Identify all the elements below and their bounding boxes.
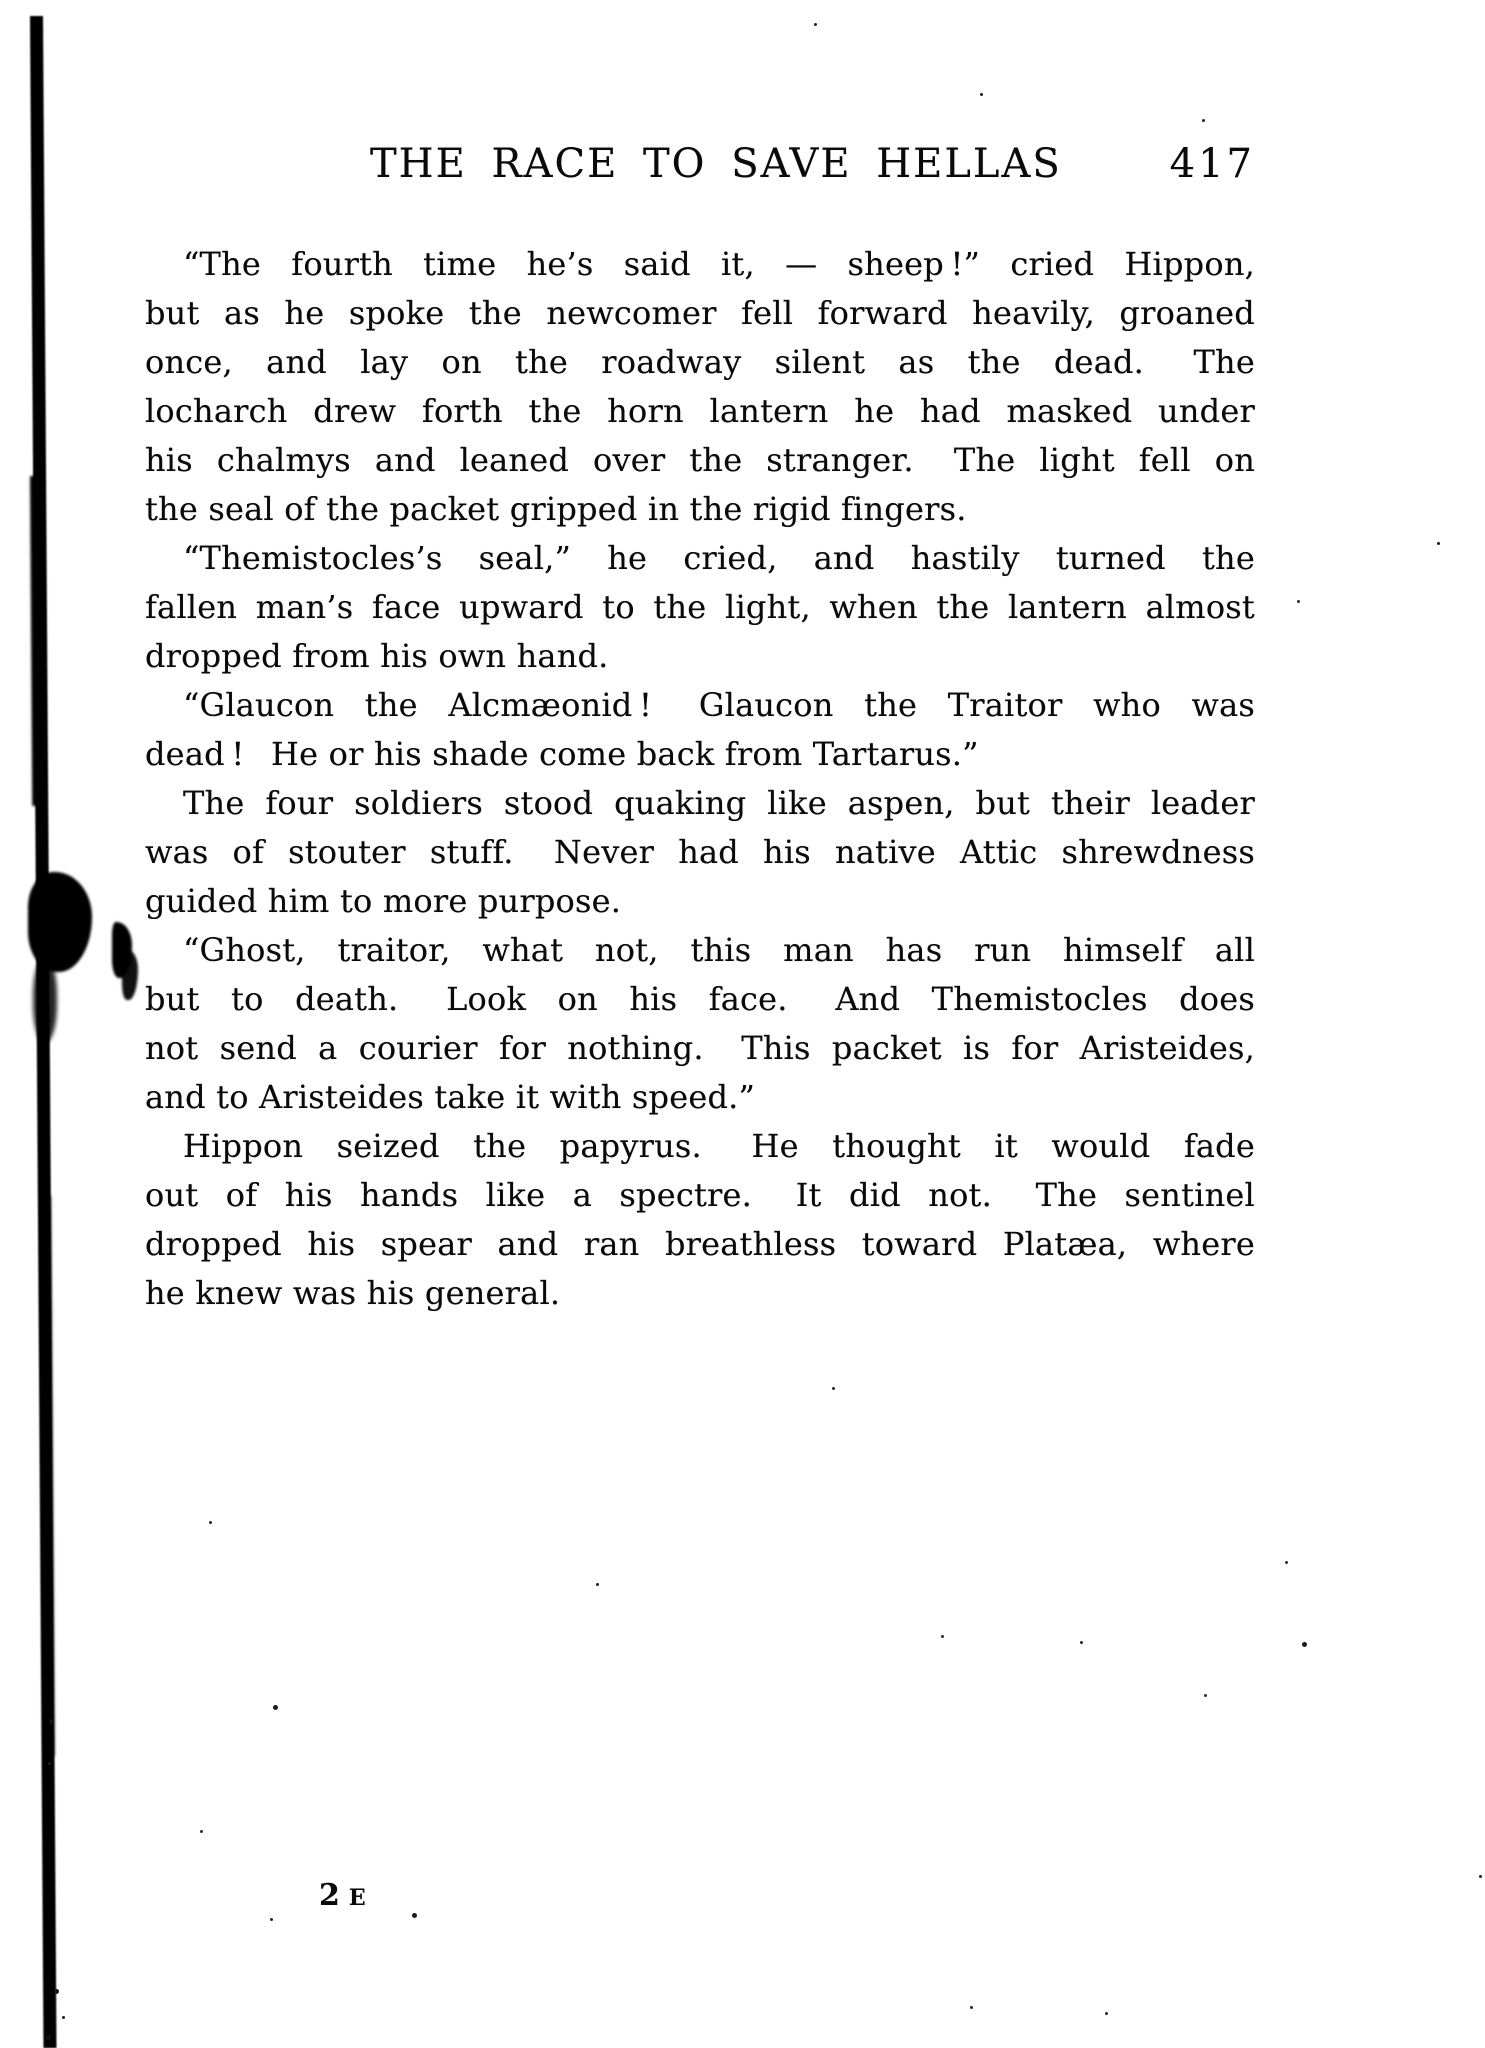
ink-blot <box>28 872 92 972</box>
text-line: and to Aristeides take it with speed.” <box>145 1078 756 1116</box>
text-line: once, and lay on the roadway silent as the dead. The <box>145 343 1255 381</box>
text-line: the seal of the packet gripped in the rigid fingers. <box>145 490 967 528</box>
ink-blot-smudge <box>33 958 57 1042</box>
page-title: THE RACE TO SAVE HELLAS <box>370 141 1062 187</box>
text-line: his chalmys and leaned over the stranger. The light fell on <box>145 441 1255 479</box>
text-line: guided him to more purpose. <box>145 882 622 920</box>
text-line: he knew was his general. <box>145 1274 561 1312</box>
text-line: dead ! He or his shade come back from Tartarus.” <box>145 735 979 773</box>
page-number: 417 <box>1169 141 1255 187</box>
text-line: not send a courier for nothing. This packet is for Aristeides, <box>145 1029 1255 1067</box>
text-line: “The fourth time he’s said it, — sheep !” cried Hippon, <box>183 245 1255 283</box>
text-line: dropped his spear and ran breathless toward Platæa, where <box>145 1225 1255 1263</box>
text-line: but to death. Look on his face. And Themistocles does <box>145 980 1255 1018</box>
text-line: Hippon seized the papyrus. He thought it would fade <box>183 1127 1255 1165</box>
text-line: The four soldiers stood quaking like aspen, but their leader <box>183 784 1255 822</box>
text-line: locharch drew forth the horn lantern he had masked under <box>145 392 1255 430</box>
text-line: “Glaucon the Alcmæonid ! Glaucon the Traitor who was <box>183 686 1255 724</box>
text-line: was of stouter stuff. Never had his native Attic shrewdness <box>145 833 1255 871</box>
body-text <box>145 240 1255 1318</box>
printer-signature <box>319 1878 366 1913</box>
text-line: “Themistocles’s seal,” he cried, and hastily turned the <box>183 539 1255 577</box>
text-line: but as he spoke the newcomer fell forward heavily, groaned <box>145 294 1255 332</box>
text-line: out of his hands like a spectre. It did not. The sentinel <box>145 1176 1255 1214</box>
scan-artifacts <box>0 0 3 3</box>
signature-letter: E <box>348 1885 366 1911</box>
text-line: dropped from his own hand. <box>145 637 609 675</box>
text-line: “Ghost, traitor, what not, this man has run himself all <box>183 931 1255 969</box>
text-line: fallen man’s face upward to the light, when the lantern almost <box>145 588 1255 626</box>
running-head <box>370 141 1255 187</box>
signature-number: 2 <box>319 1878 340 1913</box>
